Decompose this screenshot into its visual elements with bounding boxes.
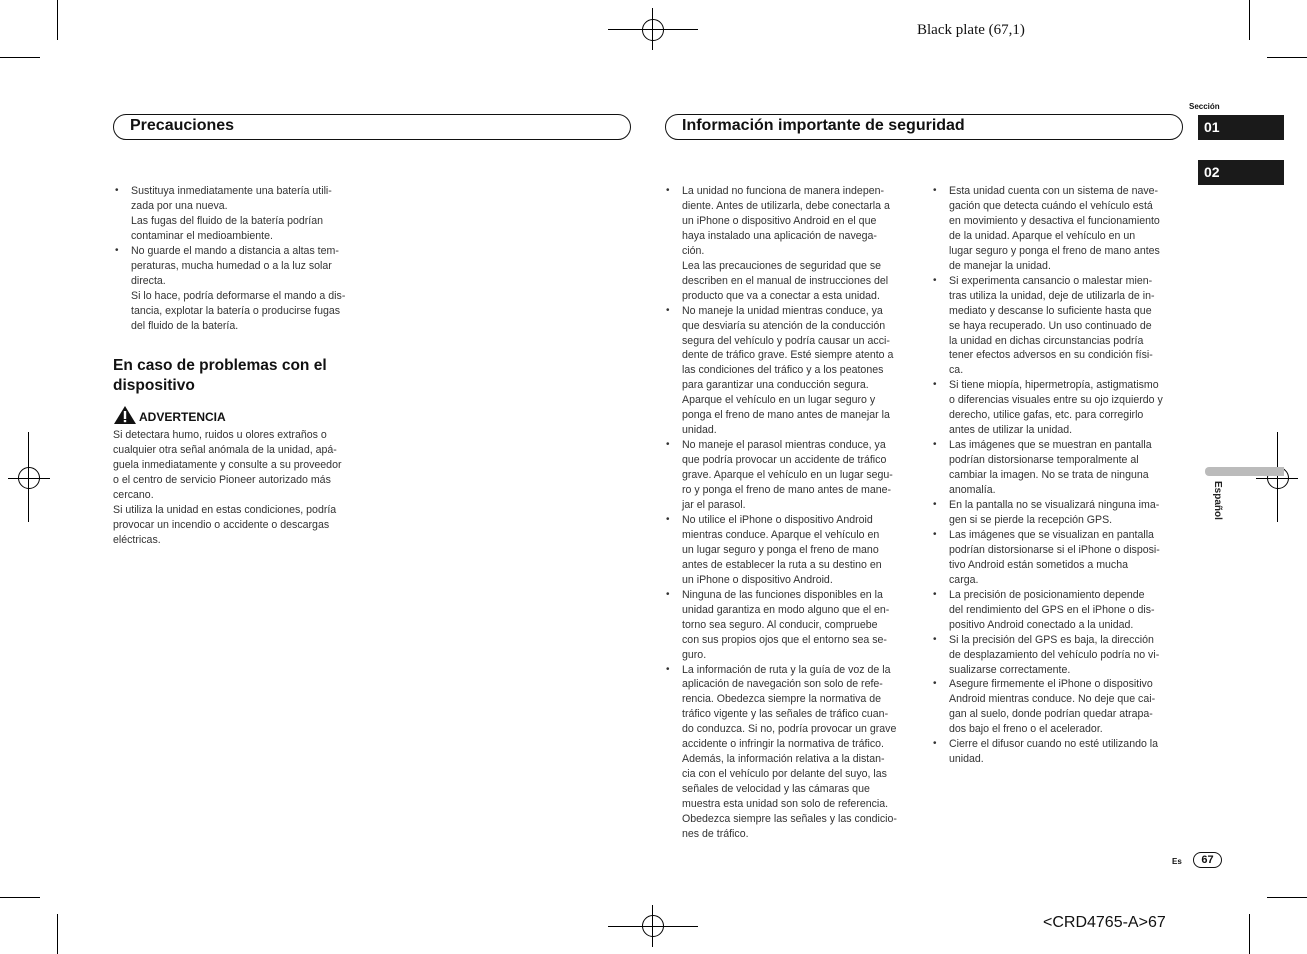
bullet-line: con sus propios ojos que el entorno sea se- bbox=[682, 633, 887, 646]
text-line: cercano. bbox=[113, 488, 154, 501]
bullet-list bbox=[666, 184, 921, 842]
bullet-line: jar el parasol. bbox=[682, 499, 746, 512]
bullet-item bbox=[666, 663, 921, 842]
bullet-line: • La precisión de posicionamiento depende bbox=[949, 588, 1145, 601]
crop-mark bbox=[0, 57, 40, 58]
bullet-line: • Esta unidad cuenta con un sistema de nave- bbox=[949, 185, 1159, 197]
bullet-line: grave. Aparque el vehículo en un lugar segu- bbox=[682, 469, 893, 482]
bullet-line: unidad. bbox=[949, 753, 984, 766]
section-header-precauciones bbox=[113, 114, 631, 140]
crop-mark bbox=[57, 914, 58, 954]
bullet-item bbox=[933, 184, 1188, 274]
bullet-line: se haya recuperado. Un uso continuado de bbox=[949, 319, 1152, 332]
crop-mark bbox=[0, 897, 40, 898]
bullet-line: del fluido de la batería. bbox=[131, 319, 239, 332]
bullet-line: tener efectos adversos en su condición físi- bbox=[949, 349, 1153, 362]
crop-mark bbox=[1267, 897, 1307, 898]
bullet-line: directa. bbox=[131, 274, 166, 287]
bullet-list bbox=[115, 184, 375, 334]
section-tab-01: 01 bbox=[1198, 115, 1284, 140]
bullet-line: peraturas, mucha humedad o a la luz solar bbox=[131, 259, 332, 272]
bullet-line: nes de tráfico. bbox=[682, 827, 749, 840]
bullet-line: describen en el manual de instrucciones del bbox=[682, 274, 889, 287]
section-header-title: Precauciones bbox=[130, 117, 235, 134]
bullet-line: que podría provocar un accidente de tráfico bbox=[682, 454, 887, 467]
bullet-item bbox=[115, 184, 375, 244]
bullet-line: positivo Android conectado a la unidad. bbox=[949, 618, 1134, 631]
bullet-line: las condiciones del tráfico y a los peatones bbox=[682, 364, 884, 377]
bullet-line: • Si la precisión del GPS es baja, la dirección bbox=[949, 633, 1154, 646]
bullet-line: mientras conduce. Aparque el vehículo en bbox=[682, 528, 880, 541]
section-tab-02: 02 bbox=[1198, 160, 1284, 185]
bullet-line: para garantizar una conducción segura. bbox=[682, 379, 869, 392]
section-header-title: Información importante de seguridad bbox=[682, 117, 965, 134]
bullet-line: • Cierre el difusor cuando no esté utilizando la bbox=[949, 738, 1159, 751]
crop-mark bbox=[1249, 0, 1250, 40]
bullet-line: gen si se pierde la recepción GPS. bbox=[949, 513, 1113, 526]
bullet-line: tivo Android están sometidos a mucha bbox=[949, 558, 1129, 571]
bullet-item bbox=[933, 528, 1188, 588]
bullet-line: lugar seguro y ponga el freno de mano antes bbox=[949, 244, 1160, 257]
bullet-line: de la unidad. Aparque el vehículo en un bbox=[949, 229, 1136, 242]
text-line: guela inmediatamente y consulte a su proveedor bbox=[113, 458, 342, 471]
bullet-line: segura del vehículo y podría causar un acci- bbox=[682, 334, 890, 347]
bullet-line: un iPhone o dispositivo Android. bbox=[682, 573, 833, 586]
bullet-line: accidente o infringir la normativa de tráfico. bbox=[682, 738, 884, 751]
bullet-line: guro. bbox=[682, 648, 707, 661]
bullet-line: • Si experimenta cansancio o malestar mien- bbox=[949, 274, 1153, 287]
bullet-line: dos bajo el freno o el acelerador. bbox=[949, 723, 1103, 736]
bullet-item bbox=[666, 304, 921, 439]
bullet-line: podrían distorsionarse temporalmente al bbox=[949, 454, 1139, 467]
bullet-line: unidad garantiza en modo alguno que el en- bbox=[682, 603, 890, 616]
bullet-line: • La información de ruta y la guía de voz de la bbox=[682, 663, 891, 676]
bullet-line: en movimiento y desactiva el funcionamiento bbox=[949, 214, 1160, 227]
bullet-line: Las fugas del fluido de la batería podrían bbox=[131, 214, 324, 227]
document-code: <CRD4765-A>67 bbox=[1043, 914, 1166, 931]
bullet-line: ro y ponga el freno de mano antes de mane- bbox=[682, 484, 892, 497]
bullet-item bbox=[933, 633, 1188, 678]
bullet-item bbox=[666, 438, 921, 513]
bullet-line: • Si tiene miopía, hipermetropía, astigmatismo bbox=[949, 379, 1159, 392]
bullet-line: cambiar la imagen. No se trata de ninguna bbox=[949, 469, 1149, 482]
bullet-item bbox=[666, 513, 921, 588]
bullet-line: Android mientras conduce. No deje que cai- bbox=[949, 693, 1156, 706]
bullet-line: de desplazamiento del vehículo podría no vi- bbox=[949, 648, 1160, 661]
bullet-line: • No guarde el mando a distancia a altas tem- bbox=[131, 244, 339, 257]
bullet-line: • Las imágenes que se muestran en pantalla bbox=[949, 439, 1152, 452]
bullet-line: tancia, explotar la batería o producirse fugas bbox=[131, 304, 341, 317]
subsection-heading: En caso de problemas con el dispositivo bbox=[113, 357, 327, 394]
column-2-bullets bbox=[666, 184, 921, 842]
bullet-line: anomalía. bbox=[949, 484, 996, 497]
bullet-line: • La unidad no funciona de manera indepen- bbox=[682, 185, 885, 197]
bullet-line: • No maneje el parasol mientras conduce, ya bbox=[682, 439, 886, 452]
bullet-line: do conduzca. Si no, podría provocar un grave bbox=[682, 723, 897, 736]
bullet-line: derecho, utilice gafas, etc. para corregirlo bbox=[949, 409, 1144, 422]
bullet-line: • Ninguna de las funciones disponibles en la bbox=[682, 588, 883, 601]
bullet-item bbox=[933, 378, 1188, 438]
bullet-line: muestra esta unidad son solo de referencia. bbox=[682, 798, 889, 811]
bullet-line: gan al suelo, donde podrían quedar atrapa- bbox=[949, 708, 1153, 721]
warning-text bbox=[113, 428, 378, 548]
bullet-line: contaminar el medioambiente. bbox=[131, 229, 273, 242]
bullet-item bbox=[666, 184, 921, 304]
bullet-line: ción. bbox=[682, 244, 705, 257]
bullet-line: que desviaría su atención de la conducción bbox=[682, 319, 886, 332]
plate-label: Black plate (67,1) bbox=[917, 22, 1025, 38]
bullet-item bbox=[115, 244, 375, 334]
crop-mark bbox=[57, 0, 58, 40]
bullet-line: ca. bbox=[949, 364, 964, 377]
text-line: Si detectara humo, ruidos u olores extraños o bbox=[113, 429, 327, 441]
language-label: Español bbox=[1212, 481, 1223, 520]
bullet-line: producto que va a conectar a esta unidad. bbox=[682, 289, 880, 302]
bullet-line: señales de velocidad y las cámaras que bbox=[682, 783, 870, 796]
page-language-code: Es bbox=[1172, 857, 1182, 866]
page-number: 67 bbox=[1193, 852, 1222, 868]
bullet-list bbox=[933, 184, 1188, 767]
column-3-bullets bbox=[933, 184, 1188, 767]
bullet-line: la unidad en dichas circunstancias podría bbox=[949, 334, 1144, 347]
bullet-item bbox=[933, 438, 1188, 498]
bullet-line: Además, la información relativa a la distan- bbox=[682, 753, 885, 766]
bullet-line: de manejar la unidad. bbox=[949, 259, 1051, 272]
bullet-line: un lugar seguro y ponga el freno de mano bbox=[682, 543, 879, 556]
bullet-line: o diferencias visuales entre su ojo izquierdo y bbox=[949, 394, 1163, 407]
bullet-line: torno sea seguro. Al conducir, compruebe bbox=[682, 618, 878, 631]
section-label: Sección bbox=[1189, 102, 1220, 111]
bullet-item bbox=[666, 588, 921, 663]
warning-icon bbox=[113, 405, 137, 425]
text-line: cualquier otra señal anómala de la unidad, apá- bbox=[113, 443, 337, 456]
bullet-line: cia con el vehículo por delante del suyo, las bbox=[682, 768, 887, 781]
bullet-line: Lea las precauciones de seguridad que se bbox=[682, 259, 882, 272]
bullet-line: Si lo hace, podría deformarse el mando a dis- bbox=[131, 289, 346, 302]
warning-heading: ADVERTENCIA bbox=[113, 405, 226, 425]
bullet-line: • Las imágenes que se visualizan en pantalla bbox=[949, 528, 1154, 541]
bullet-item bbox=[933, 498, 1188, 528]
bullet-line: antes de establecer la ruta a su destino en bbox=[682, 558, 882, 571]
bullet-line: • No utilice el iPhone o dispositivo Android bbox=[682, 513, 873, 526]
bullet-item bbox=[933, 274, 1188, 379]
bullet-line: podrían distorsionarse si el iPhone o disposi- bbox=[949, 543, 1160, 556]
bullet-line: rencia. Obedezca siempre la normativa de bbox=[682, 693, 882, 706]
bullet-line: tras utiliza la unidad, deje de utilizarla de in- bbox=[949, 289, 1155, 302]
text-line: Si utiliza la unidad en estas condiciones, podría bbox=[113, 503, 337, 516]
column-1-bullets bbox=[115, 184, 375, 334]
bullet-line: • En la pantalla no se visualizará ninguna ima- bbox=[949, 499, 1160, 512]
section-header-seguridad bbox=[665, 114, 1183, 140]
bullet-line: antes de utilizar la unidad. bbox=[949, 424, 1073, 437]
bullet-line: aplicación de navegación son solo de refe- bbox=[682, 678, 883, 691]
bullet-line: del rendimiento del GPS en el iPhone o dis- bbox=[949, 603, 1155, 616]
bullet-line: Obedezca siempre las señales y las condicio- bbox=[682, 813, 897, 826]
bullet-line: haya instalado una aplicación de navega- bbox=[682, 229, 877, 242]
crop-mark bbox=[1249, 914, 1250, 954]
bullet-line: • Sustituya inmediatamente una batería utili- bbox=[131, 185, 332, 197]
bullet-line: diente. Antes de utilizarla, debe conectarla a bbox=[682, 199, 890, 212]
text-line: o el centro de servicio Pioneer autorizado más bbox=[113, 473, 331, 486]
bullet-line: tráfico vigente y las señales de tráfico cuan- bbox=[682, 708, 889, 721]
bullet-line: dente de tráfico grave. Esté siempre atento a bbox=[682, 349, 894, 362]
bullet-line: zada por una nueva. bbox=[131, 199, 228, 212]
bullet-item bbox=[933, 737, 1188, 767]
bullet-line: sualizarse correctamente. bbox=[949, 663, 1071, 676]
bullet-item bbox=[933, 588, 1188, 633]
text-line: provocar un incendio o accidente o descargas bbox=[113, 518, 330, 531]
bullet-item bbox=[933, 677, 1188, 737]
crop-mark bbox=[1267, 57, 1307, 58]
language-tab-bar bbox=[1205, 467, 1284, 476]
bullet-line: Aparque el vehículo en un lugar seguro y bbox=[682, 394, 876, 407]
bullet-line: • No maneje la unidad mientras conduce, ya bbox=[682, 304, 883, 317]
bullet-line: • Asegure firmemente el iPhone o dispositivo bbox=[949, 678, 1153, 691]
bullet-line: un iPhone o dispositivo Android en el que bbox=[682, 214, 877, 227]
bullet-line: ponga el freno de mano antes de manejar la bbox=[682, 409, 890, 422]
text-line: eléctricas. bbox=[113, 533, 161, 546]
bullet-line: gación que detecta cuándo el vehículo está bbox=[949, 199, 1153, 212]
bullet-line: mediato y descanse lo suficiente hasta que bbox=[949, 304, 1152, 317]
bullet-line: unidad. bbox=[682, 424, 717, 437]
bullet-line: carga. bbox=[949, 573, 979, 586]
